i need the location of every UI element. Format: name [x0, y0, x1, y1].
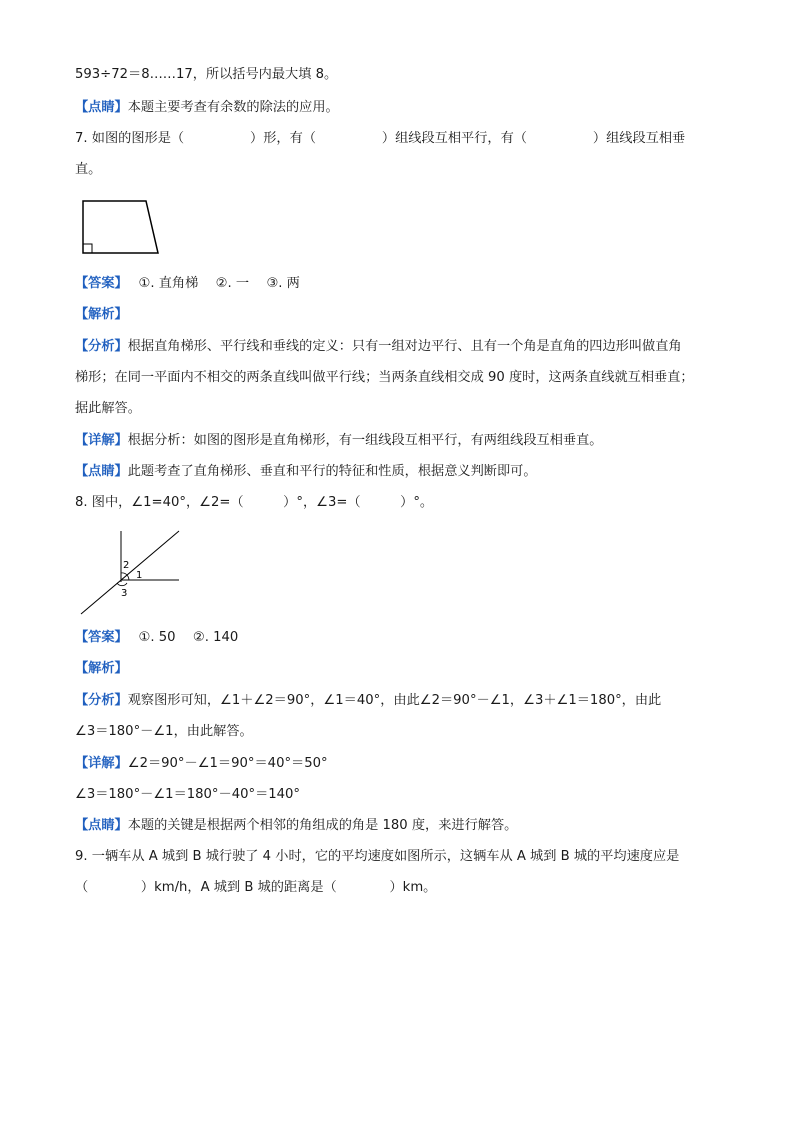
text-line: 593÷72＝8……17，所以括号内最大填 8。 [75, 67, 338, 82]
analysis-8-header [75, 660, 128, 678]
question-9-line1: 9. 一辆车从 A 城到 B 城行驶了 4 小时，它的平均速度如图所示，这辆车从 A 城到 B 城的平均速度应是 [75, 849, 680, 864]
detail-8-line2: ∠3＝180°－∠1＝180°－40°＝140° [75, 787, 301, 802]
comment-8 [75, 817, 517, 835]
question-8: 8. 图中，∠1=40°，∠2=（ ）°，∠3=（ ）°。 [75, 495, 434, 510]
angle-1-label: 1 [136, 570, 143, 581]
detail-tag: 【详解】 [75, 433, 128, 448]
detail-8 [75, 755, 328, 773]
comment-tag: 【点睛】 [75, 100, 128, 115]
detail-tag: 【详解】 [75, 756, 128, 771]
comment-tag: 【点睛】 [75, 464, 128, 479]
fenxi-text: 根据直角梯形、平行线和垂线的定义：只有一组对边平行、且有一个角是直角的四边形叫做直角 [127, 339, 682, 354]
answer-7 [75, 275, 300, 293]
right-angle-mark [83, 244, 92, 253]
answer-tag: 【答案】 [75, 276, 122, 291]
analysis-8-line1 [75, 692, 661, 710]
comment-tag: 【点睛】 [75, 818, 128, 833]
question-7-line1: 7. 如图的图形是（ ）形，有（ ）组线段互相平行，有（ ）组线段互相垂 [75, 131, 686, 146]
fenxi-text: 观察图形可知，∠1＋∠2＝90°，∠1＝40°，由此∠2＝90°－∠1，∠3＋∠1＝180°，由此 [127, 693, 662, 708]
slanted-line [81, 531, 179, 614]
answer-text: ①. 直角梯 ②. 一 ③. 两 [121, 276, 300, 291]
analysis-7-line3: 据此解答。 [75, 401, 141, 416]
detail-text: ∠2＝90°－∠1＝90°＝40°＝50° [127, 756, 328, 771]
analysis-tag: 【解析】 [75, 661, 128, 676]
analysis-tag: 【解析】 [75, 307, 128, 322]
answer-tag: 【答案】 [75, 630, 122, 645]
trapezoid-figure [78, 196, 162, 258]
question-9-line2: （ ）km/h，A 城到 B 城的距离是（ ）km。 [75, 880, 437, 895]
detail-7 [75, 432, 603, 450]
analysis-7-line2: 梯形；在同一平面内不相交的两条直线叫做平行线；当两条直线相交成 90 度时，这两条直线就互相垂直； [75, 370, 694, 385]
question-7-line2: 直。 [75, 162, 102, 177]
analysis-8-line2: ∠3＝180°－∠1，由此解答。 [75, 724, 253, 739]
comment-7 [75, 463, 537, 481]
fenxi-tag: 【分析】 [75, 339, 128, 354]
analysis-7-header [75, 306, 128, 324]
fenxi-tag: 【分析】 [75, 693, 128, 708]
right-trapezoid [83, 201, 158, 253]
analysis-7-line1 [75, 338, 682, 356]
angle-2-label: 2 [123, 560, 130, 571]
comment-line [75, 99, 339, 117]
comment-text: 本题的关键是根据两个相邻的角组成的角是 180 度，来进行解答。 [127, 818, 518, 833]
angle-figure [76, 527, 186, 619]
answer-8 [75, 629, 238, 647]
comment-text: 此题考查了直角梯形、垂直和平行的特征和性质，根据意义判断即可。 [127, 464, 537, 479]
answer-text: ①. 50 ②. 140 [121, 630, 239, 645]
detail-text: 根据分析：如图的图形是直角梯形，有一组线段互相平行，有两组线段互相垂直。 [127, 433, 603, 448]
angle-3-label: 3 [121, 588, 128, 599]
comment-text: 本题主要考查有余数的除法的应用。 [127, 100, 339, 115]
